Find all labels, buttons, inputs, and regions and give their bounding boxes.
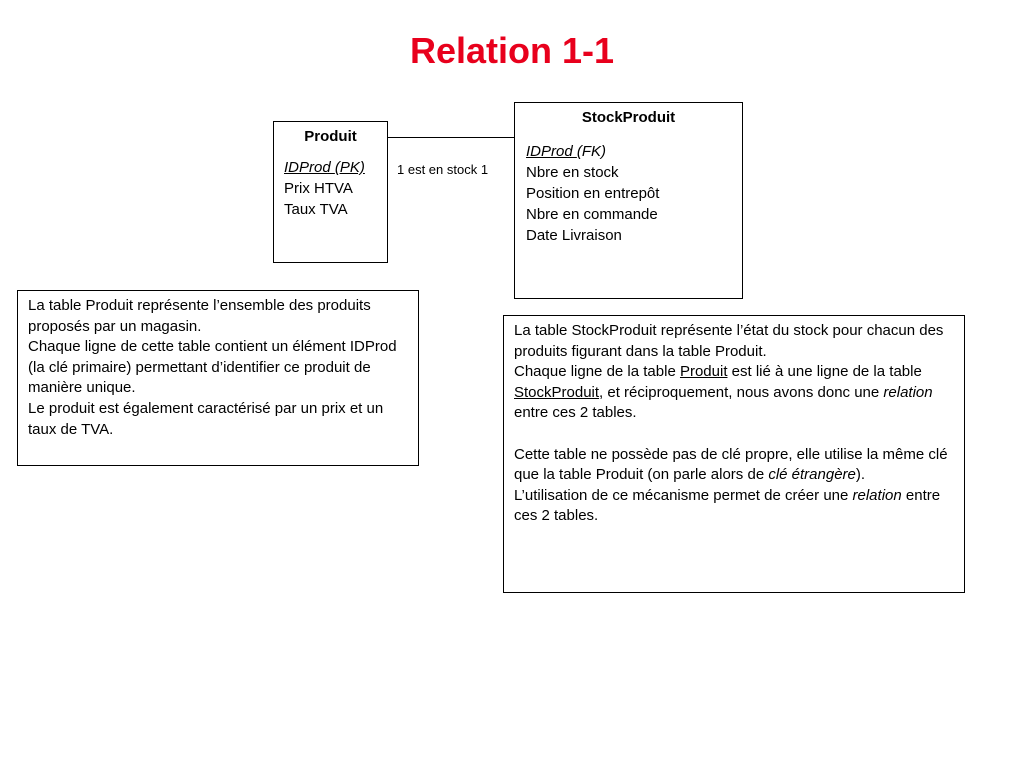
relation-term: relation (883, 383, 933, 401)
stockproduit-entity-name: StockProduit (581, 109, 676, 126)
page-title: Relation 1-1 (409, 30, 615, 71)
note-left-line: La table Produit représente l’ensemble des produits proposés par un magasin. (28, 297, 371, 335)
text-run: , et réciproquement, nous avons donc une (599, 383, 884, 401)
produit-entity (273, 121, 388, 263)
paragraph-spacer (514, 424, 956, 445)
note-right-paragraph (514, 486, 956, 527)
note-right-paragraph (514, 445, 956, 486)
note-right-paragraph: La table StockProduit représente l’état du stock pour chacun des produits figurant dans la table Produit. (514, 322, 944, 360)
note-right-paragraph (514, 362, 956, 424)
relation-term: relation (852, 486, 902, 504)
produit-entity-name: Produit (304, 128, 357, 145)
stockproduit-field: Nbre en stock (526, 164, 619, 181)
text-run: entre ces 2 tables. (514, 404, 637, 422)
stockproduit-description-note (503, 315, 965, 593)
stockproduit-fk-field (526, 141, 742, 162)
text-run: Chaque ligne de la table (514, 363, 680, 381)
stockproduit-reference: StockProduit (514, 383, 600, 401)
produit-pk-field (284, 157, 387, 178)
stockproduit-fk-name: IDProd (526, 143, 577, 160)
text-run: Cette table ne possède pas de clé propre, elle utilise la même clé que la table Produit (on parle alors de (514, 445, 948, 484)
produit-description-note (17, 290, 419, 466)
foreign-key-term: clé étrangère (768, 466, 856, 484)
stockproduit-field: Nbre en commande (526, 206, 658, 223)
produit-pk-name: IDProd (284, 159, 335, 176)
text-run: est lié à une ligne de la table (727, 363, 922, 381)
text-run: ). (855, 466, 866, 484)
produit-pk-tag: (PK) (334, 159, 365, 176)
text-run: entre ces 2 tables. (514, 486, 941, 525)
note-left-line: Chaque ligne de cette table contient un élément IDProd (la clé primaire) permettant d’identifier ce produit de manière unique. (28, 338, 397, 397)
relation-label: 1 est en stock 1 (397, 162, 489, 177)
produit-reference: Produit (679, 363, 728, 381)
stockproduit-entity (514, 102, 743, 299)
relation-connector-line (387, 137, 515, 138)
produit-field: Prix HTVA (284, 180, 353, 197)
stockproduit-field: Date Livraison (526, 227, 622, 244)
stockproduit-field: Position en entrepôt (526, 185, 660, 202)
stockproduit-fk-tag: (FK) (576, 143, 607, 160)
produit-field: Taux TVA (284, 201, 348, 218)
note-left-line: Le produit est également caractérisé par un prix et un taux de TVA. (28, 399, 384, 438)
text-run: L’utilisation de ce mécanisme permet de créer une (514, 486, 853, 504)
